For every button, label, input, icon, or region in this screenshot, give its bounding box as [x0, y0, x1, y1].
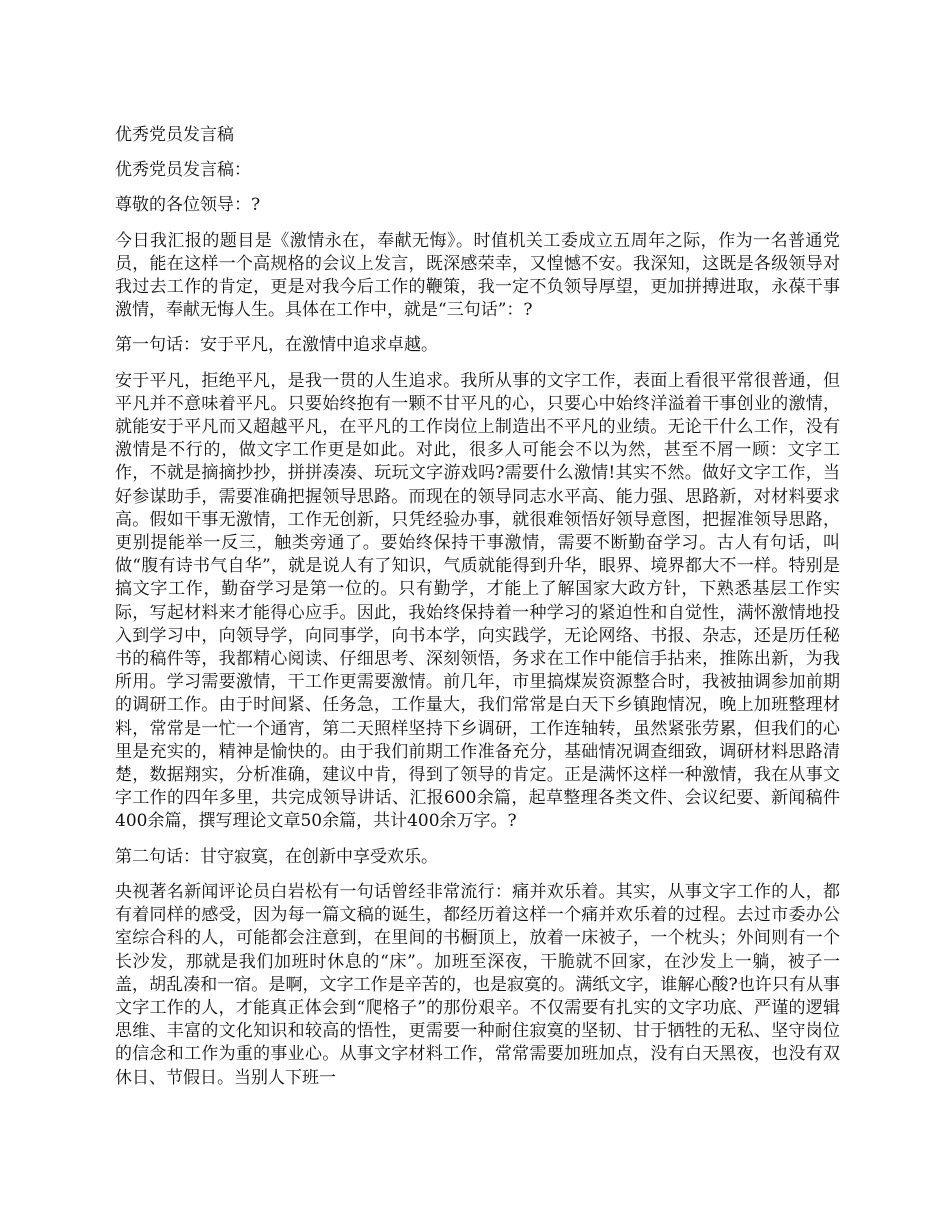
document-subtitle: 优秀党员发言稿： [115, 160, 251, 181]
document-body [115, 124, 840, 1102]
paragraph-intro: 今日我汇报的题目是《激情永在，奉献无悔》。时值机关工委成立五周年之际，作为一名普通党员，能在这样一个高规格的会议上发言，既深感荣幸，又惶憾不安。我深知，这既是各级领导对我过去工作的肯定，更是对我今后工作的鞭策，我一定不负领导厚望，更加拼搏进取，永葆干事激情，奉献无悔人生。具体在工作中，就是“三句话”：? [115, 230, 840, 321]
paragraph-second-body: 央视著名新闻评论员白岩松有一句话曾经非常流行：痛并欢乐着。其实，从事文字工作的人，都有着同样的感受，因为每一篇文稿的诞生，都经历着这样一个痛并欢乐着的过程。去过市委办公室综合科的人，可能都会注意到，在里间的书橱顶上，放着一床被子，一个枕头；外间则有一个长沙发，那就是我们加班时休息的“床”。加班至深夜，干脆就不回家，在沙发上一躺，被子一盖，胡乱凑和一宿。是啊，文字工作是辛苦的，也是寂寞的。满纸文字，谁解心酸?也许只有从事文字工作的人，才能真正体会到“爬格子”的那份艰辛。不仅需要有扎实的文字功底、严谨的逻辑思维、丰富的文化知识和较高的悟性，更需要一种耐住寂寞的坚韧、甘于牺牲的无私、坚守岗位的信念和工作为重的事业心。从事文字材料工作，常常需要加班加点，没有白天黑夜，也没有双休日、节假日。当别人下班一 [115, 881, 840, 1088]
salutation: 尊敬的各位领导：? [115, 195, 261, 216]
document-title: 优秀党员发言稿 [115, 125, 234, 145]
paragraph-first-body: 安于平凡，拒绝平凡，是我一贯的人生追求。我所从事的文字工作，表面上看很平常很普通，但平凡并不意味着平凡。只要始终抱有一颗不甘平凡的心，只要心中始终洋溢着干事创业的激情，就能安于平凡而又超越平凡，在平凡的工作岗位上制造出不平凡的业绩。无论干什么工作，没有激情是不行的，做文字工作更是如此。对此，很多人可能会不以为然，甚至不屑一顾：文字工作，不就是摘摘抄抄，拼拼凑凑、玩玩文字游戏吗?需要什么激情!其实不然。做好文字工作，当好参谋助手，需要准确把握领导思路。而现在的领导同志水平高、能力强、思路新，对材料要求高。假如干事无激情，工作无创新，只凭经验办事，就很难领悟好领导意图，把握准领导思路，更别提能举一反三，触类旁通了。要始终保持干事激情，需要不断勤奋学习。古人有句话，叫做“腹有诗书气自华”，就是说人有了知识，气质就能得到升华，眼界、境界都大不一样。特别是搞文字工作，勤奋学习是第一位的。只有勤学，才能上了解国家大政方针，下熟悉基层工作实际，写起材料来才能得心应手。因此，我始终保持着一种学习的紧迫性和自觉性，满怀激情地投入到学习中，向领导学，向同事学，向书本学，向实践学，无论网络、书报、杂志，还是历任秘书的稿件等，我都精心阅读、仔细思考、深刻领悟，务求在工作中能信手拈来，推陈出新，为我所用。学习需要激情，干工作更需要激情。前几年，市里搞煤炭资源整合时，我被抽调参加前期的调研工作。由于时间紧、任务急，工作量大，我们常常是白天下乡镇跑情况，晚上加班整理材料，常常是一忙一个通宵，第二天照样坚持下乡调研，工作连轴转，虽然紧张劳累，但我们的心里是充实的，精神是愉快的。由于我们前期工作准备充分，基础情况调查细致，调研材料思路清楚，数据翔实，分析准确，建议中肯，得到了领导的肯定。正是满怀这样一种激情，我在从事文字工作的四年多里，共完成领导讲话、汇报600余篇，起草整理各类文件、会议纪要、新闻稿件400余篇，撰写理论文章50余篇，共计400余万字。? [115, 370, 840, 832]
section-heading-second: 第二句话：甘守寂寞，在创新中享受欢乐。 [115, 846, 438, 867]
section-heading-first: 第一句话：安于平凡，在激情中追求卓越。 [115, 335, 438, 356]
